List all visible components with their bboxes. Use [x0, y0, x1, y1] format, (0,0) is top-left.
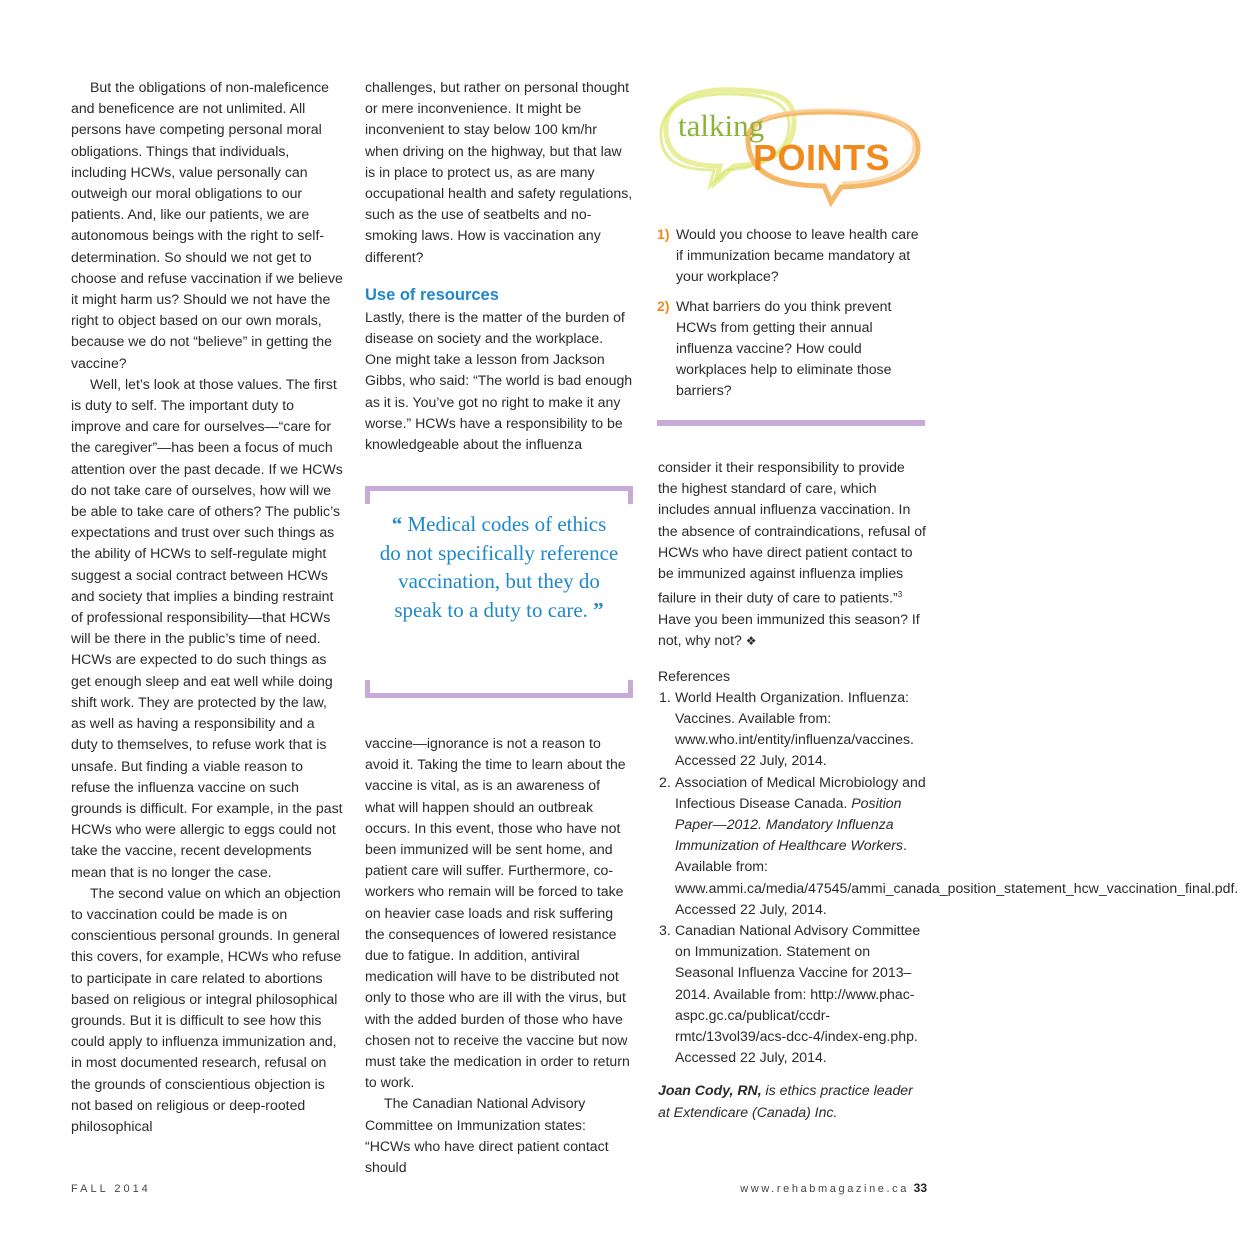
section-heading: Use of resources: [365, 285, 499, 304]
references-heading: References: [658, 667, 731, 684]
reference-text: . Available from: www.ammi.ca/media/47545/ammi_canada_position_statement_hcw_vaccination_final.pdf. Accessed 22 July, 2014.: [675, 837, 1238, 917]
divider: [657, 420, 925, 426]
question-text: What barriers do you think prevent HCWs from getting their annual influenza vaccine? How could workplaces help to eliminate those barriers?: [676, 297, 892, 399]
close-quote-mark: ”: [593, 597, 604, 622]
list-item: [658, 687, 928, 772]
body-paragraph: But the obligations of non-maleficence and beneficence are not unlimited. All persons have competing personal moral obligations. Things that individuals, including HCWs, value personally can outweigh our moral obligations to our patients. And, like our patients, we are autonomous beings with the right to self-determination. So should we not get to choose and refuse vaccination if we believe it might harm us? Should we not have the right to object based on our own morals, because we do not “believe” in getting the vaccine?: [71, 79, 343, 371]
reference-number: 2.: [659, 773, 671, 790]
talking-points-list: [657, 224, 927, 410]
body-paragraph: [658, 457, 928, 653]
footnote-ref: 3: [897, 590, 903, 600]
body-paragraph: vaccine—ignorance is not a reason to avoid it. Taking the time to learn about the vaccine is vital, as is an awareness of what will happen should an outbreak occurs. In this event, those who have not been immunized will be sent home, and patient care will suffer. Furthermore, co-workers who remain will be forced to take on heavier case loads and risk suffering the consequences of lowered resistance due to fatigue. In addition, antiviral medication will have to be distributed not only to those who are ill with the virus, but with the added burden of those who have chosen not to receive the vaccine but now must take the medication in order to return to work.: [365, 735, 630, 1091]
column-3: [658, 457, 1238, 1123]
list-item: [658, 772, 1238, 920]
footer-season: FALL 2014: [71, 1183, 151, 1195]
reference-number: 3.: [659, 921, 671, 938]
reference-number: 1.: [659, 688, 671, 705]
reference-text: Canadian National Advisory Committee on Immunization. Statement on Seasonal Influenza Vaccine for 2013–2014. Available from: http://www.phac-aspc.gc.ca/publicat/ccdr-rmtc/13vol39/acs-dcc-4/index-eng.php. Accessed 22 July, 2014.: [675, 921, 921, 1066]
footer-url: www.rehabmagazine.ca: [740, 1183, 909, 1195]
column-2-top: [365, 77, 633, 455]
column-1: [71, 77, 343, 1137]
question-number: 2): [657, 297, 670, 314]
footer-site: [740, 1183, 909, 1195]
talking-points-logo: [656, 82, 928, 207]
pull-quote-text-block: [379, 510, 619, 624]
reference-title: Position Paper—2012. Mandatory Influenza Immunization of Healthcare Workers: [675, 794, 903, 854]
body-text: consider it their responsibility to provide the highest standard of care, which includes annual influenza vaccination. In the absence of contraindications, refusal of HCWs who have direct patient contact to be immunized against influenza implies failure in their duty of care to patients.”: [658, 459, 926, 606]
pull-quote-bracket: [365, 680, 370, 698]
author-bio: [658, 1080, 928, 1122]
open-quote-mark: “: [391, 512, 403, 536]
pull-quote-border-top: [365, 486, 633, 491]
body-text: Have you been immunized this season? If not, why not?: [658, 611, 920, 649]
page-number: 33: [913, 1181, 927, 1195]
reference-text: World Health Organization. Influenza: Vaccines. Available from: www.who.int/entity/influenza/vaccines. Accessed 22 July, 2014.: [675, 688, 914, 769]
reference-text: Association of Medical Microbiology and Infectious Disease Canada.: [675, 773, 926, 811]
body-paragraph: The Canadian National Advisory Committee on Immunization states: “HCWs who have direct patient contact should: [365, 1095, 609, 1176]
pull-quote-border-bottom: [365, 693, 633, 698]
question-number: 1): [657, 226, 670, 242]
question-text: Would you choose to leave health care if immunization became mandatory at your workplace?: [676, 226, 919, 285]
body-paragraph: Well, let’s look at those values. The first is duty to self. The important duty to improve and care for ourselves—“care for the caregiver”—has been a focus of much attention over the past decade. If we HCWs do not take care of ourselves, how will we be able to take care of others? The public’s expectations and trust over such things as the ability of HCWs to self-regulate might suggest a social contract between HCWs and society that implies a binding restraint of professional responsibility—that HCWs will be there in the public’s time of need. HCWs are expected to do such things as get enough sleep and eat well while doing shift work. They are protected by the law, as well as having a responsibility and a duty to themselves, to refuse work that is unsafe. But finding a viable reason to refuse the influenza vaccine on such grounds is difficult. For example, in the past HCWs who were allergic to eggs could not take the vaccine, recent developments mean that is no longer the case.: [71, 375, 343, 880]
pull-quote-text: Medical codes of ethics do not specifically reference vaccination, but they do speak to a duty to care.: [379, 512, 619, 622]
body-paragraph: challenges, but rather on personal thought or mere inconvenience. It might be inconvenient to stay below 100 km/hr when driving on the highway, but that law is in place to protect us, as are many occupational health and safety regulations, such as the use of seatbelts and no-smoking laws. How is vaccination any different?: [365, 79, 633, 265]
pull-quote: [365, 486, 633, 698]
list-item: [657, 224, 927, 288]
list-item: [658, 920, 928, 1068]
talking-points-word2: POINTS: [753, 137, 891, 178]
column-2-bottom: [365, 733, 633, 1178]
pull-quote-bracket: [365, 486, 370, 504]
pull-quote-bracket: [628, 486, 633, 504]
pull-quote-bracket: [628, 680, 633, 698]
list-item: [657, 296, 927, 402]
talking-points-word1: talking: [678, 108, 765, 143]
end-mark-icon: ❖: [745, 634, 757, 649]
body-paragraph: Lastly, there is the matter of the burden of disease on society and the workplace. One might take a lesson from Jackson Gibbs, who said: “The world is bad enough as it is. You’ve got no right to make it any worse.” HCWs have a responsibility to be knowledgeable about the influenza: [365, 308, 633, 453]
author-role: is ethics practice leader at Extendicare (Canada) Inc.: [658, 1082, 913, 1120]
body-paragraph: The second value on which an objection to vaccination could be made is on conscientious personal grounds. In general this covers, for example, HCWs who refuse to participate in care related to abortions based on religious or integral philosophical grounds. But it is difficult to see how this could apply to influenza immunization and, in most documented research, refusal on the grounds of conscientious objection is not based on religious or deep-rooted philosophical: [71, 884, 342, 1134]
author-name: Joan Cody, RN,: [658, 1082, 762, 1099]
